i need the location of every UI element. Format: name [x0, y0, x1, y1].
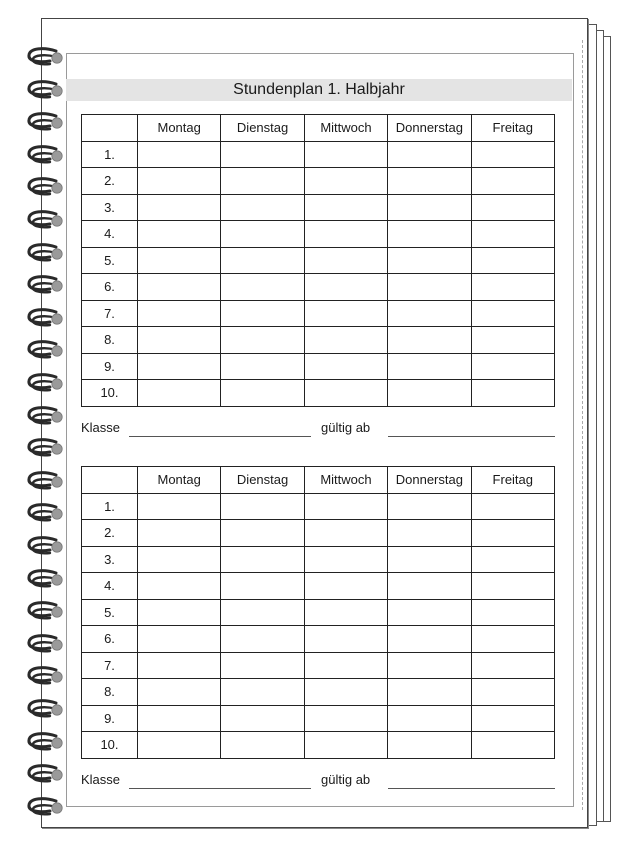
- lesson-cell[interactable]: [304, 573, 387, 600]
- binding-ring-icon: [26, 372, 64, 394]
- period-number: 3.: [82, 194, 138, 221]
- lesson-cell[interactable]: [388, 300, 471, 327]
- binding-ring-icon: [26, 665, 64, 687]
- period-number: 5.: [82, 247, 138, 274]
- period-row: [82, 168, 555, 195]
- lesson-cell[interactable]: [138, 247, 221, 274]
- class-label: Klasse: [81, 772, 121, 787]
- lesson-cell[interactable]: [471, 221, 554, 248]
- timetable-2: [81, 466, 555, 759]
- valid-from-input-line[interactable]: [388, 436, 555, 437]
- timetable-body: [82, 493, 555, 758]
- period-row: [82, 380, 555, 407]
- lesson-cell[interactable]: [304, 141, 387, 168]
- lesson-cell[interactable]: [304, 353, 387, 380]
- period-number: 6.: [82, 274, 138, 301]
- lesson-cell[interactable]: [388, 274, 471, 301]
- lesson-cell[interactable]: [471, 194, 554, 221]
- binding-ring-icon: [26, 502, 64, 524]
- period-row: [82, 573, 555, 600]
- lesson-cell[interactable]: [471, 327, 554, 354]
- lesson-cell[interactable]: [388, 520, 471, 547]
- period-number: 1.: [82, 141, 138, 168]
- period-row: [82, 300, 555, 327]
- lesson-cell[interactable]: [388, 247, 471, 274]
- lesson-cell[interactable]: [221, 652, 304, 679]
- day-header: Mittwoch: [304, 115, 387, 142]
- binding-ring-icon: [26, 307, 64, 329]
- period-row: [82, 194, 555, 221]
- perforation-line: [582, 40, 583, 810]
- period-row: [82, 599, 555, 626]
- lesson-cell[interactable]: [388, 168, 471, 195]
- binding-ring-icon: [26, 731, 64, 753]
- lesson-cell[interactable]: [304, 380, 387, 407]
- lesson-cell[interactable]: [471, 546, 554, 573]
- lesson-cell[interactable]: [388, 679, 471, 706]
- valid-from-label: gültig ab: [321, 772, 371, 787]
- class-input-line[interactable]: [129, 788, 311, 789]
- lesson-cell[interactable]: [304, 626, 387, 653]
- lesson-cell[interactable]: [471, 141, 554, 168]
- binding-ring-icon: [26, 470, 64, 492]
- lesson-cell[interactable]: [138, 705, 221, 732]
- header-row: [82, 467, 555, 494]
- lesson-cell[interactable]: [138, 141, 221, 168]
- lesson-cell[interactable]: [388, 221, 471, 248]
- lesson-cell[interactable]: [138, 353, 221, 380]
- timetable-1: [81, 114, 555, 407]
- lesson-cell[interactable]: [388, 599, 471, 626]
- lesson-cell[interactable]: [304, 679, 387, 706]
- lesson-cell[interactable]: [138, 194, 221, 221]
- period-number: 1.: [82, 493, 138, 520]
- lesson-cell[interactable]: [138, 327, 221, 354]
- period-row: [82, 679, 555, 706]
- binding-ring-icon: [26, 405, 64, 427]
- day-header: Dienstag: [221, 467, 304, 494]
- binding-ring-icon: [26, 144, 64, 166]
- binding-ring-icon: [26, 600, 64, 622]
- lesson-cell[interactable]: [388, 353, 471, 380]
- period-number: 4.: [82, 221, 138, 248]
- period-row: [82, 221, 555, 248]
- day-header: Montag: [138, 115, 221, 142]
- lesson-cell[interactable]: [388, 546, 471, 573]
- lesson-cell[interactable]: [221, 327, 304, 354]
- binding-ring-icon: [26, 176, 64, 198]
- lesson-cell[interactable]: [221, 573, 304, 600]
- valid-from-input-line[interactable]: [388, 788, 555, 789]
- binding-ring-icon: [26, 763, 64, 785]
- lesson-cell[interactable]: [471, 493, 554, 520]
- lesson-cell[interactable]: [304, 168, 387, 195]
- lesson-cell[interactable]: [221, 380, 304, 407]
- lesson-cell[interactable]: [471, 520, 554, 547]
- period-row: [82, 546, 555, 573]
- period-row: [82, 274, 555, 301]
- period-number: 2.: [82, 168, 138, 195]
- lesson-cell[interactable]: [471, 599, 554, 626]
- lesson-cell[interactable]: [138, 520, 221, 547]
- lesson-cell[interactable]: [388, 327, 471, 354]
- lesson-cell[interactable]: [221, 168, 304, 195]
- lesson-cell[interactable]: [471, 300, 554, 327]
- binding-ring-icon: [26, 698, 64, 720]
- lesson-cell[interactable]: [221, 247, 304, 274]
- day-header: Donnerstag: [388, 115, 471, 142]
- lesson-cell[interactable]: [221, 194, 304, 221]
- lesson-cell[interactable]: [138, 599, 221, 626]
- period-number: 5.: [82, 599, 138, 626]
- binding-ring-icon: [26, 796, 64, 818]
- period-row: [82, 705, 555, 732]
- day-header: Donnerstag: [388, 467, 471, 494]
- lesson-cell[interactable]: [388, 626, 471, 653]
- lesson-cell[interactable]: [471, 380, 554, 407]
- period-number: 3.: [82, 546, 138, 573]
- period-row: [82, 141, 555, 168]
- period-number: 10.: [82, 732, 138, 759]
- binding-ring-icon: [26, 437, 64, 459]
- lesson-cell[interactable]: [138, 626, 221, 653]
- lesson-cell[interactable]: [221, 732, 304, 759]
- lesson-cell[interactable]: [388, 652, 471, 679]
- lesson-cell[interactable]: [221, 520, 304, 547]
- lesson-cell[interactable]: [221, 274, 304, 301]
- page-title: Stundenplan 1. Halbjahr: [233, 81, 405, 98]
- corner-cell: [82, 115, 138, 142]
- lesson-cell[interactable]: [304, 546, 387, 573]
- period-row: [82, 493, 555, 520]
- period-number: 9.: [82, 353, 138, 380]
- lesson-cell[interactable]: [388, 705, 471, 732]
- lesson-cell[interactable]: [388, 380, 471, 407]
- lesson-cell[interactable]: [471, 652, 554, 679]
- lesson-cell[interactable]: [304, 705, 387, 732]
- binding-ring-icon: [26, 568, 64, 590]
- lesson-cell[interactable]: [304, 300, 387, 327]
- period-number: 9.: [82, 705, 138, 732]
- lesson-cell[interactable]: [388, 194, 471, 221]
- lesson-cell[interactable]: [221, 493, 304, 520]
- day-header: Freitag: [471, 467, 554, 494]
- lesson-cell[interactable]: [221, 546, 304, 573]
- lesson-cell[interactable]: [138, 652, 221, 679]
- period-number: 8.: [82, 327, 138, 354]
- binding-ring-icon: [26, 535, 64, 557]
- period-row: [82, 327, 555, 354]
- lesson-cell[interactable]: [138, 168, 221, 195]
- lesson-cell[interactable]: [388, 493, 471, 520]
- period-row: [82, 353, 555, 380]
- day-header: Mittwoch: [304, 467, 387, 494]
- lesson-cell[interactable]: [138, 274, 221, 301]
- lesson-cell[interactable]: [388, 573, 471, 600]
- lesson-cell[interactable]: [304, 274, 387, 301]
- period-number: 7.: [82, 652, 138, 679]
- lesson-cell[interactable]: [221, 353, 304, 380]
- lesson-cell[interactable]: [388, 141, 471, 168]
- lesson-cell[interactable]: [388, 732, 471, 759]
- lesson-cell[interactable]: [138, 300, 221, 327]
- lesson-cell[interactable]: [471, 732, 554, 759]
- period-row: [82, 247, 555, 274]
- period-number: 6.: [82, 626, 138, 653]
- binding-ring-icon: [26, 339, 64, 361]
- class-row: [81, 772, 555, 790]
- period-number: 2.: [82, 520, 138, 547]
- lesson-cell[interactable]: [221, 705, 304, 732]
- valid-from-label: gültig ab: [321, 420, 371, 435]
- lesson-cell[interactable]: [138, 679, 221, 706]
- class-row: [81, 420, 555, 438]
- lesson-cell[interactable]: [221, 221, 304, 248]
- lesson-cell[interactable]: [138, 493, 221, 520]
- period-row: [82, 652, 555, 679]
- lesson-cell[interactable]: [471, 168, 554, 195]
- lesson-cell[interactable]: [471, 626, 554, 653]
- lesson-cell[interactable]: [138, 573, 221, 600]
- binding-ring-icon: [26, 274, 64, 296]
- lesson-cell[interactable]: [304, 493, 387, 520]
- binding-ring-icon: [26, 633, 64, 655]
- lesson-cell[interactable]: [138, 380, 221, 407]
- lesson-cell[interactable]: [221, 300, 304, 327]
- lesson-cell[interactable]: [221, 599, 304, 626]
- lesson-cell[interactable]: [138, 546, 221, 573]
- binding-ring-icon: [26, 46, 64, 68]
- lesson-cell[interactable]: [471, 705, 554, 732]
- period-row: [82, 626, 555, 653]
- lesson-cell[interactable]: [471, 274, 554, 301]
- period-number: 4.: [82, 573, 138, 600]
- period-row: [82, 732, 555, 759]
- lesson-cell[interactable]: [304, 520, 387, 547]
- timetable-body: [82, 141, 555, 406]
- lesson-cell[interactable]: [221, 141, 304, 168]
- lesson-cell[interactable]: [471, 247, 554, 274]
- header-row: [82, 115, 555, 142]
- lesson-cell[interactable]: [471, 573, 554, 600]
- lesson-cell[interactable]: [304, 247, 387, 274]
- lesson-cell[interactable]: [138, 732, 221, 759]
- class-label: Klasse: [81, 420, 121, 435]
- period-number: 10.: [82, 380, 138, 407]
- lesson-cell[interactable]: [304, 732, 387, 759]
- lesson-cell[interactable]: [304, 194, 387, 221]
- period-number: 8.: [82, 679, 138, 706]
- corner-cell: [82, 467, 138, 494]
- lesson-cell[interactable]: [304, 599, 387, 626]
- lesson-cell[interactable]: [471, 679, 554, 706]
- lesson-cell[interactable]: [471, 353, 554, 380]
- period-number: 7.: [82, 300, 138, 327]
- day-header: Montag: [138, 467, 221, 494]
- lesson-cell[interactable]: [304, 221, 387, 248]
- period-row: [82, 520, 555, 547]
- binding-ring-icon: [26, 111, 64, 133]
- day-header: Freitag: [471, 115, 554, 142]
- binding-ring-icon: [26, 79, 64, 101]
- lesson-cell[interactable]: [304, 327, 387, 354]
- lesson-cell[interactable]: [138, 221, 221, 248]
- day-header: Dienstag: [221, 115, 304, 142]
- class-input-line[interactable]: [129, 436, 311, 437]
- lesson-cell[interactable]: [304, 652, 387, 679]
- lesson-cell[interactable]: [221, 679, 304, 706]
- binding-ring-icon: [26, 242, 64, 264]
- lesson-cell[interactable]: [221, 626, 304, 653]
- binding-ring-icon: [26, 209, 64, 231]
